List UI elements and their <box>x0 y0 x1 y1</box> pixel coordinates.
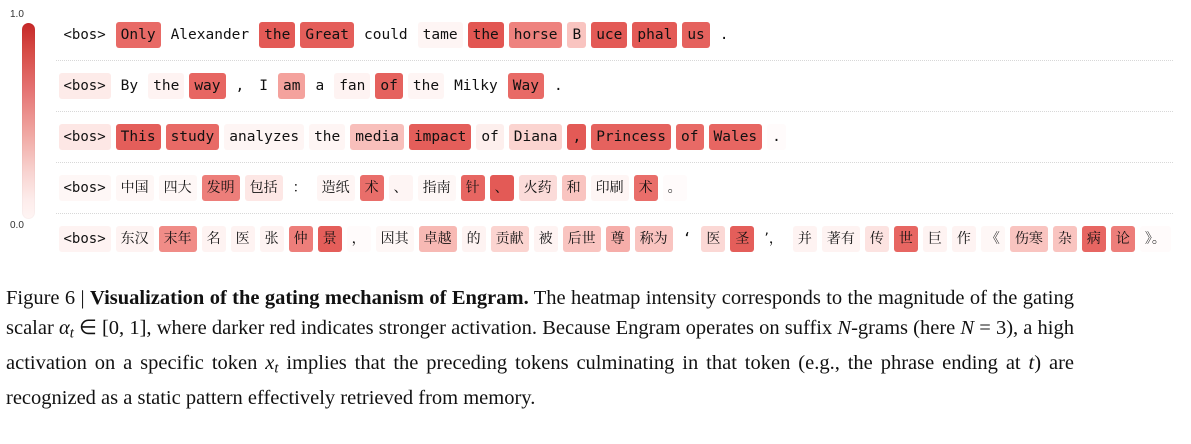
token: could <box>359 22 413 48</box>
token: B <box>567 22 586 48</box>
caption-math-n-1: N <box>837 316 852 339</box>
token: fan <box>334 73 370 99</box>
token: impact <box>409 124 471 150</box>
colorbar <box>0 10 56 264</box>
token: Milky <box>449 73 503 99</box>
token: 造纸 <box>317 175 355 201</box>
token: 仲 <box>289 226 313 252</box>
token: 末年 <box>159 226 197 252</box>
token: I <box>254 73 273 99</box>
token: us <box>682 22 709 48</box>
token: Only <box>116 22 161 48</box>
token: <bos> <box>59 226 111 252</box>
token: 作 <box>952 226 976 252</box>
token: 病 <box>1082 226 1106 252</box>
token: 包括 <box>245 175 283 201</box>
token: 称为 <box>635 226 673 252</box>
caption-math-alpha-sub: t <box>69 325 74 342</box>
token: analyzes <box>224 124 304 150</box>
token: Princess <box>591 124 671 150</box>
token: 名 <box>202 226 226 252</box>
token: 尊 <box>606 226 630 252</box>
token: horse <box>509 22 563 48</box>
caption-math-n-2: N <box>960 316 975 339</box>
token: 术 <box>360 175 384 201</box>
token: a <box>310 73 329 99</box>
token: the <box>408 73 444 99</box>
token: of <box>375 73 402 99</box>
token: 景 <box>318 226 342 252</box>
token: uce <box>591 22 627 48</box>
token: ‘ <box>678 226 697 252</box>
token: 。 <box>663 175 687 201</box>
token: . <box>767 124 786 150</box>
caption-body-5: implies that the preceding tokens culminating in that token (e.g., the phrase ending at <box>278 351 1029 374</box>
token: 因其 <box>376 226 414 252</box>
caption-body-3: -grams (here <box>851 316 961 339</box>
token: 中国 <box>116 175 154 201</box>
token: ’， <box>759 226 787 252</box>
token: 针 <box>461 175 485 201</box>
token-row <box>56 61 1173 112</box>
token: 医 <box>701 226 725 252</box>
token: 和 <box>562 175 586 201</box>
token: 火药 <box>519 175 557 201</box>
token: 巨 <box>923 226 947 252</box>
caption-math-range: ∈ [0, 1] <box>73 316 147 339</box>
token: By <box>116 73 143 99</box>
token: ： <box>288 175 312 201</box>
token: 术 <box>634 175 658 201</box>
caption-body-6: ) are recognized as a static pattern effectively retrieved from memory. <box>6 351 1074 409</box>
token: 、 <box>389 175 413 201</box>
token: 东汉 <box>116 226 154 252</box>
token: 四大 <box>159 175 197 201</box>
token: ， <box>347 226 371 252</box>
token: 张 <box>260 226 284 252</box>
token: the <box>148 73 184 99</box>
token: 、 <box>490 175 514 201</box>
caption-body-4: = 3), a high activation on a specific token <box>6 316 1075 374</box>
caption-math-t: t <box>1028 351 1035 374</box>
token: Great <box>300 22 354 48</box>
token: Wales <box>709 124 763 150</box>
token: 发明 <box>202 175 240 201</box>
token: , <box>567 124 586 150</box>
caption-figure-label: Figure 6 | <box>6 287 91 309</box>
token: Alexander <box>166 22 255 48</box>
caption-body-1: The heatmap intensity corresponds to the magnitude of the gating scalar <box>6 287 1074 339</box>
token: 的 <box>462 226 486 252</box>
token: way <box>189 73 225 99</box>
token: 卓越 <box>419 226 457 252</box>
token: 杂 <box>1053 226 1077 252</box>
token: the <box>468 22 504 48</box>
token: . <box>715 22 734 48</box>
caption-math-x: x <box>265 351 275 374</box>
token-row <box>56 10 1173 61</box>
figure-caption <box>0 284 1080 413</box>
token: 伤寒 <box>1010 226 1048 252</box>
caption-math-x-sub: t <box>274 360 279 377</box>
token: study <box>166 124 220 150</box>
token: the <box>309 124 345 150</box>
token: <bos> <box>59 175 111 201</box>
caption-title: Visualization of the gating mechanism of Engram. <box>90 287 529 309</box>
token: <bos> <box>59 124 111 150</box>
token: 著有 <box>822 226 860 252</box>
token: 》。 <box>1140 226 1171 252</box>
token: , <box>231 73 250 99</box>
token: 并 <box>793 226 817 252</box>
token: of <box>676 124 703 150</box>
token: am <box>278 73 305 99</box>
token-row <box>56 163 1173 214</box>
token: 贡献 <box>491 226 529 252</box>
token: 世 <box>894 226 918 252</box>
token: 印刷 <box>591 175 629 201</box>
token-row <box>56 112 1173 163</box>
token: <bos> <box>59 22 111 48</box>
token-rows <box>56 10 1191 264</box>
token: 指南 <box>418 175 456 201</box>
token: of <box>476 124 503 150</box>
token: 医 <box>231 226 255 252</box>
token: . <box>549 73 568 99</box>
token: <bos> <box>59 73 111 99</box>
token: Way <box>508 73 544 99</box>
token: phal <box>632 22 677 48</box>
token: Diana <box>509 124 563 150</box>
colorbar-max-label: 1.0 <box>10 9 24 20</box>
token: tame <box>418 22 463 48</box>
token: media <box>350 124 404 150</box>
token: the <box>259 22 295 48</box>
caption-body-2: , where darker red indicates stronger activation. Because Engram operates on suffix <box>146 316 838 339</box>
colorbar-gradient <box>22 23 35 219</box>
token: 论 <box>1111 226 1135 252</box>
colorbar-min-label: 0.0 <box>10 220 24 231</box>
token: This <box>116 124 161 150</box>
token: 《 <box>981 226 1005 252</box>
token: 传 <box>865 226 889 252</box>
token: 被 <box>534 226 558 252</box>
token-row <box>56 214 1173 264</box>
token: 后世 <box>563 226 601 252</box>
token: 圣 <box>730 226 754 252</box>
caption-math-alpha: α <box>58 316 70 339</box>
